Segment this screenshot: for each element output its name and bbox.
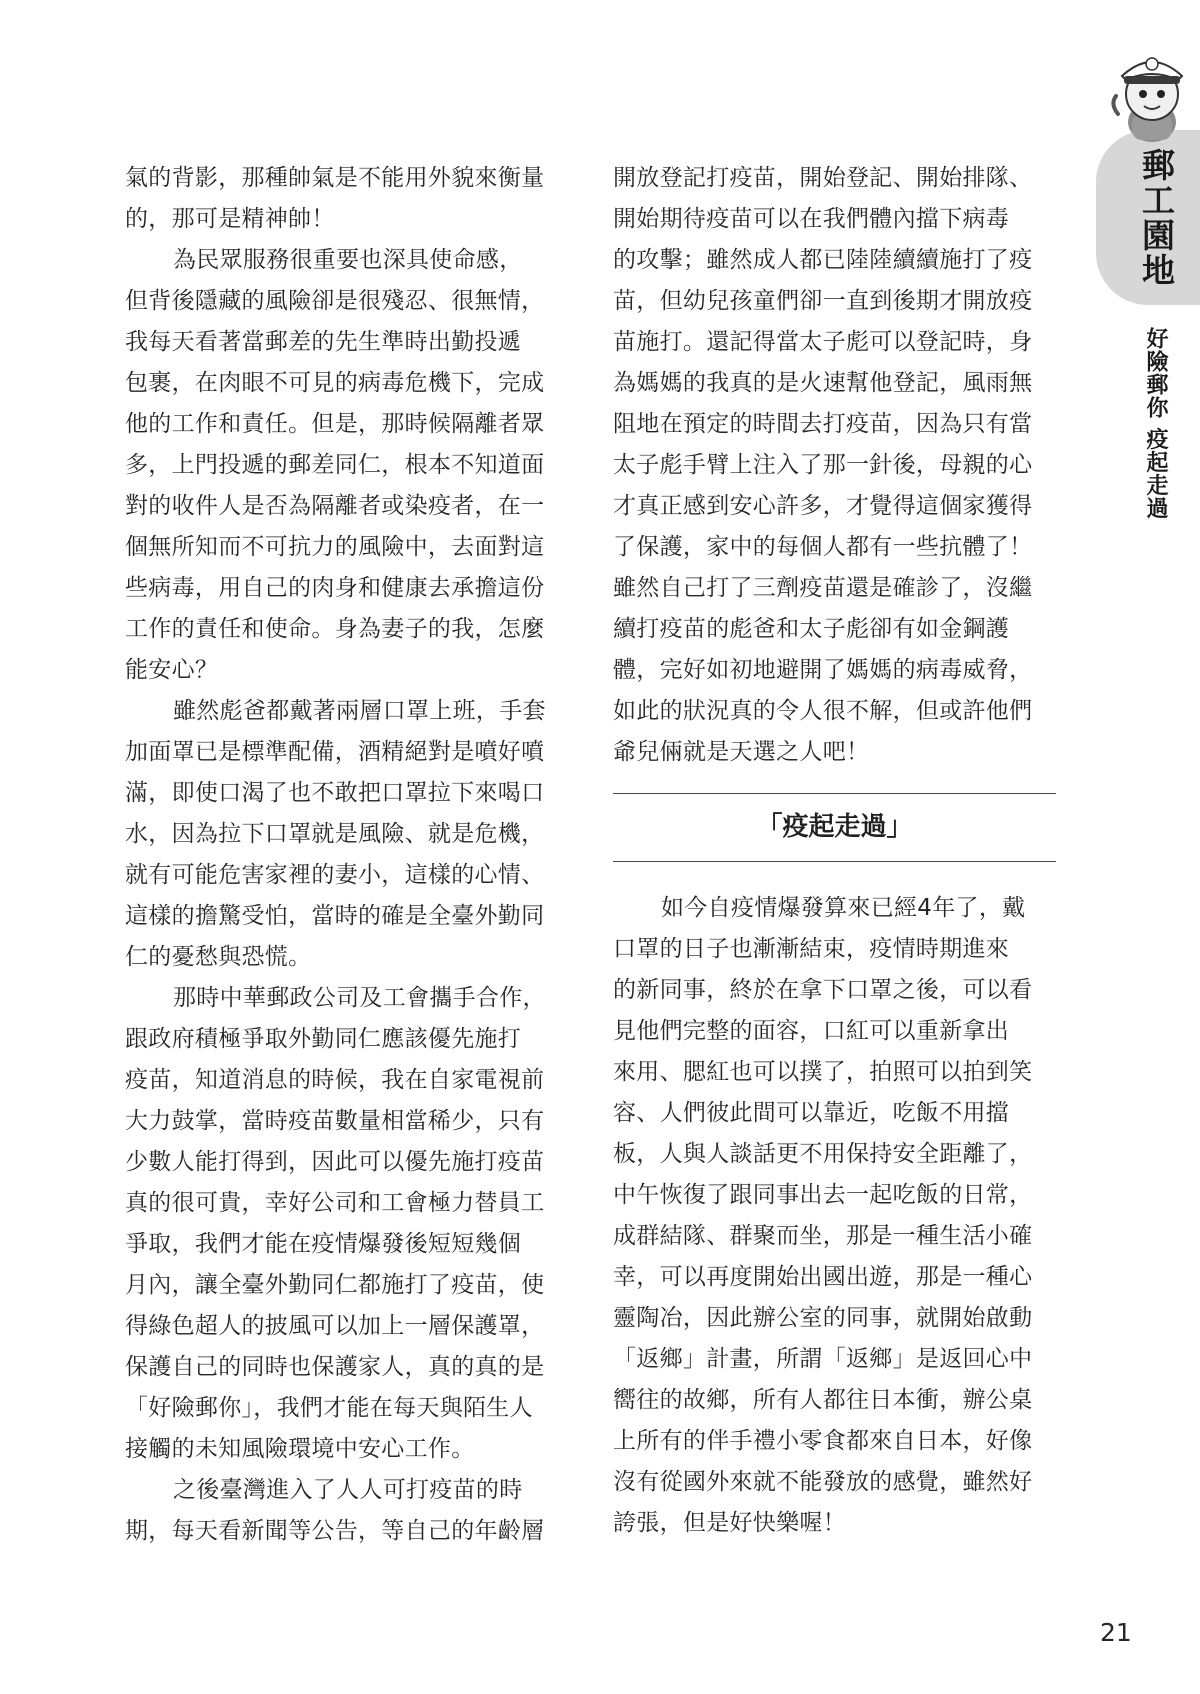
text-line: 開始期待疫苗可以在我們體內擋下病毒 xyxy=(613,206,1010,232)
text-line: 容、人們彼此間可以靠近，吃飯不用擋 xyxy=(613,1100,1010,1126)
text-line: 他的工作和責任。但是，那時候隔離者眾 xyxy=(125,411,545,437)
text-line: 對的收件人是否為隔離者或染疫者，在一 xyxy=(125,493,545,519)
section-title: 郵工園地 xyxy=(1137,148,1176,288)
text-line: 疫苗，知道消息的時候，我在自家電視前 xyxy=(125,1067,545,1093)
subheading-block xyxy=(613,793,1056,863)
text-line: 中午恢復了跟同事出去一起吃飯的日常， xyxy=(613,1182,1033,1208)
text-line: 來用、腮紅也可以撲了，拍照可以拍到笑 xyxy=(613,1059,1033,1085)
text-line: 苗施打。還記得當太子彪可以登記時，身 xyxy=(613,329,1033,355)
text-line: 少數人能打得到，因此可以優先施打疫苗 xyxy=(125,1149,545,1175)
text-line: 「好險郵你」，我們才能在每天與陌生人 xyxy=(125,1395,533,1421)
text-line: 「返鄉」計畫，所謂「返鄉」是返回心中 xyxy=(613,1346,1033,1372)
text-line: 爺兒倆就是天選之人吧！ xyxy=(613,739,870,765)
text-line: 如今自疫情爆發算來已經4年了，戴 xyxy=(661,895,1026,921)
text-line: 些病毒，用自己的肉身和健康去承擔這份 xyxy=(125,575,545,601)
text-line: 真的很可貴，幸好公司和工會極力替員工 xyxy=(125,1190,545,1216)
text-line: 靈陶冶，因此辦公室的同事，就開始啟動 xyxy=(613,1305,1033,1331)
text-line: 開放登記打疫苗，開始登記、開始排隊、 xyxy=(613,165,1033,191)
text-line: 氣的背影，那種帥氣是不能用外貌來衡量 xyxy=(125,165,545,191)
rule-top xyxy=(613,793,1056,794)
text-line: 個無所知而不可抗力的風險中，去面對這 xyxy=(125,534,545,560)
text-line: 見他們完整的面容，口紅可以重新拿出 xyxy=(613,1018,1010,1044)
text-line: 跟政府積極爭取外勤同仁應該優先施打 xyxy=(125,1026,522,1052)
text-line: 沒有從國外來就不能發放的感覺，雖然好 xyxy=(613,1469,1033,1495)
text-line: 如此的狀況真的令人很不解，但或許他們 xyxy=(613,698,1033,724)
text-line: 這樣的擔驚受怕，當時的確是全臺外勤同 xyxy=(125,903,545,929)
text-line: 得綠色超人的披風可以加上一層保護罩， xyxy=(125,1313,545,1339)
text-line: 多，上門投遞的郵差同仁，根本不知道面 xyxy=(125,452,545,478)
text-line: 期，每天看新聞等公告，等自己的年齡層 xyxy=(125,1518,545,1544)
text-line: 我每天看著當郵差的先生準時出勤投遞 xyxy=(125,329,522,355)
right-column-top xyxy=(613,158,1058,773)
text-line: 苗，但幼兒孩童們卻一直到後期才開放疫 xyxy=(613,288,1033,314)
text-line: 為民眾服務很重要也深具使命感， xyxy=(173,247,523,273)
text-line: 太子彪手臂上注入了那一針後，母親的心 xyxy=(613,452,1033,478)
text-line: 水，因為拉下口罩就是風險、就是危機， xyxy=(125,821,545,847)
text-line: 那時中華郵政公司及工會攜手合作， xyxy=(173,985,546,1011)
text-line: 口罩的日子也漸漸結束，疫情時期進來 xyxy=(613,936,1010,962)
postman-mascot-icon xyxy=(1102,44,1194,144)
rule-bottom xyxy=(613,861,1056,862)
text-line: 成群結隊、群聚而坐，那是一種生活小確 xyxy=(613,1223,1033,1249)
text-line: 接觸的未知風險環境中安心工作。 xyxy=(125,1436,475,1462)
text-line: 保護自己的同時也保護家人，真的真的是 xyxy=(125,1354,545,1380)
left-column xyxy=(125,158,570,1552)
text-line: 之後臺灣進入了人人可打疫苗的時 xyxy=(173,1477,523,1503)
text-line: 大力鼓掌，當時疫苗數量相當稀少，只有 xyxy=(125,1108,545,1134)
text-line: 工作的責任和使命。身為妻子的我，怎麼 xyxy=(125,616,545,642)
text-line: 阻地在預定的時間去打疫苗，因為只有當 xyxy=(613,411,1033,437)
text-line: 體，完好如初地避開了媽媽的病毒威脅， xyxy=(613,657,1033,683)
text-line: 雖然彪爸都戴著兩層口罩上班，手套 xyxy=(173,698,546,724)
text-line: 雖然自己打了三劑疫苗還是確診了，沒繼 xyxy=(613,575,1033,601)
text-line: 月內，讓全臺外勤同仁都施打了疫苗，使 xyxy=(125,1272,545,1298)
text-line: 幸，可以再度開始出國出遊，那是一種心 xyxy=(613,1264,1033,1290)
text-line: 上所有的伴手禮小零食都來自日本，好像 xyxy=(613,1428,1033,1454)
text-line: 包裹，在肉眼不可見的病毒危機下，完成 xyxy=(125,370,545,396)
subheading: 「疫起走過」 xyxy=(756,812,913,842)
text-line: 誇張，但是好快樂喔！ xyxy=(613,1510,846,1536)
right-column-bottom xyxy=(613,888,1058,1544)
text-line: 板，人與人談話更不用保持安全距離了， xyxy=(613,1141,1033,1167)
text-line: 了保護，家中的每個人都有一些抗體了！ xyxy=(613,534,1033,560)
text-line: 就有可能危害家裡的妻小，這樣的心情、 xyxy=(125,862,545,888)
text-line: 嚮往的故鄉，所有人都往日本衝，辦公桌 xyxy=(613,1387,1033,1413)
text-line: 續打疫苗的彪爸和太子彪卻有如金鋼護 xyxy=(613,616,1010,642)
text-line: 加面罩已是標準配備，酒精絕對是噴好噴 xyxy=(125,739,545,765)
text-line: 為媽媽的我真的是火速幫他登記，風雨無 xyxy=(613,370,1033,396)
text-line: 仁的憂愁與恐慌。 xyxy=(125,944,312,970)
running-head: 好險郵你 疫起走過 xyxy=(1143,327,1168,520)
page-number: 21 xyxy=(1100,1618,1132,1647)
text-line: 但背後隱藏的風險卻是很殘忍、很無情， xyxy=(125,288,545,314)
text-line: 的攻擊；雖然成人都已陸陸續續施打了疫 xyxy=(613,247,1033,273)
text-line: 能安心？ xyxy=(125,657,219,683)
text-line: 爭取，我們才能在疫情爆發後短短幾個 xyxy=(125,1231,522,1257)
text-line: 才真正感到安心許多，才覺得這個家獲得 xyxy=(613,493,1033,519)
text-line: 滿，即使口渴了也不敢把口罩拉下來喝口 xyxy=(125,780,545,806)
text-line: 的新同事，終於在拿下口罩之後，可以看 xyxy=(613,977,1033,1003)
text-line: 的，那可是精神帥！ xyxy=(125,206,335,232)
